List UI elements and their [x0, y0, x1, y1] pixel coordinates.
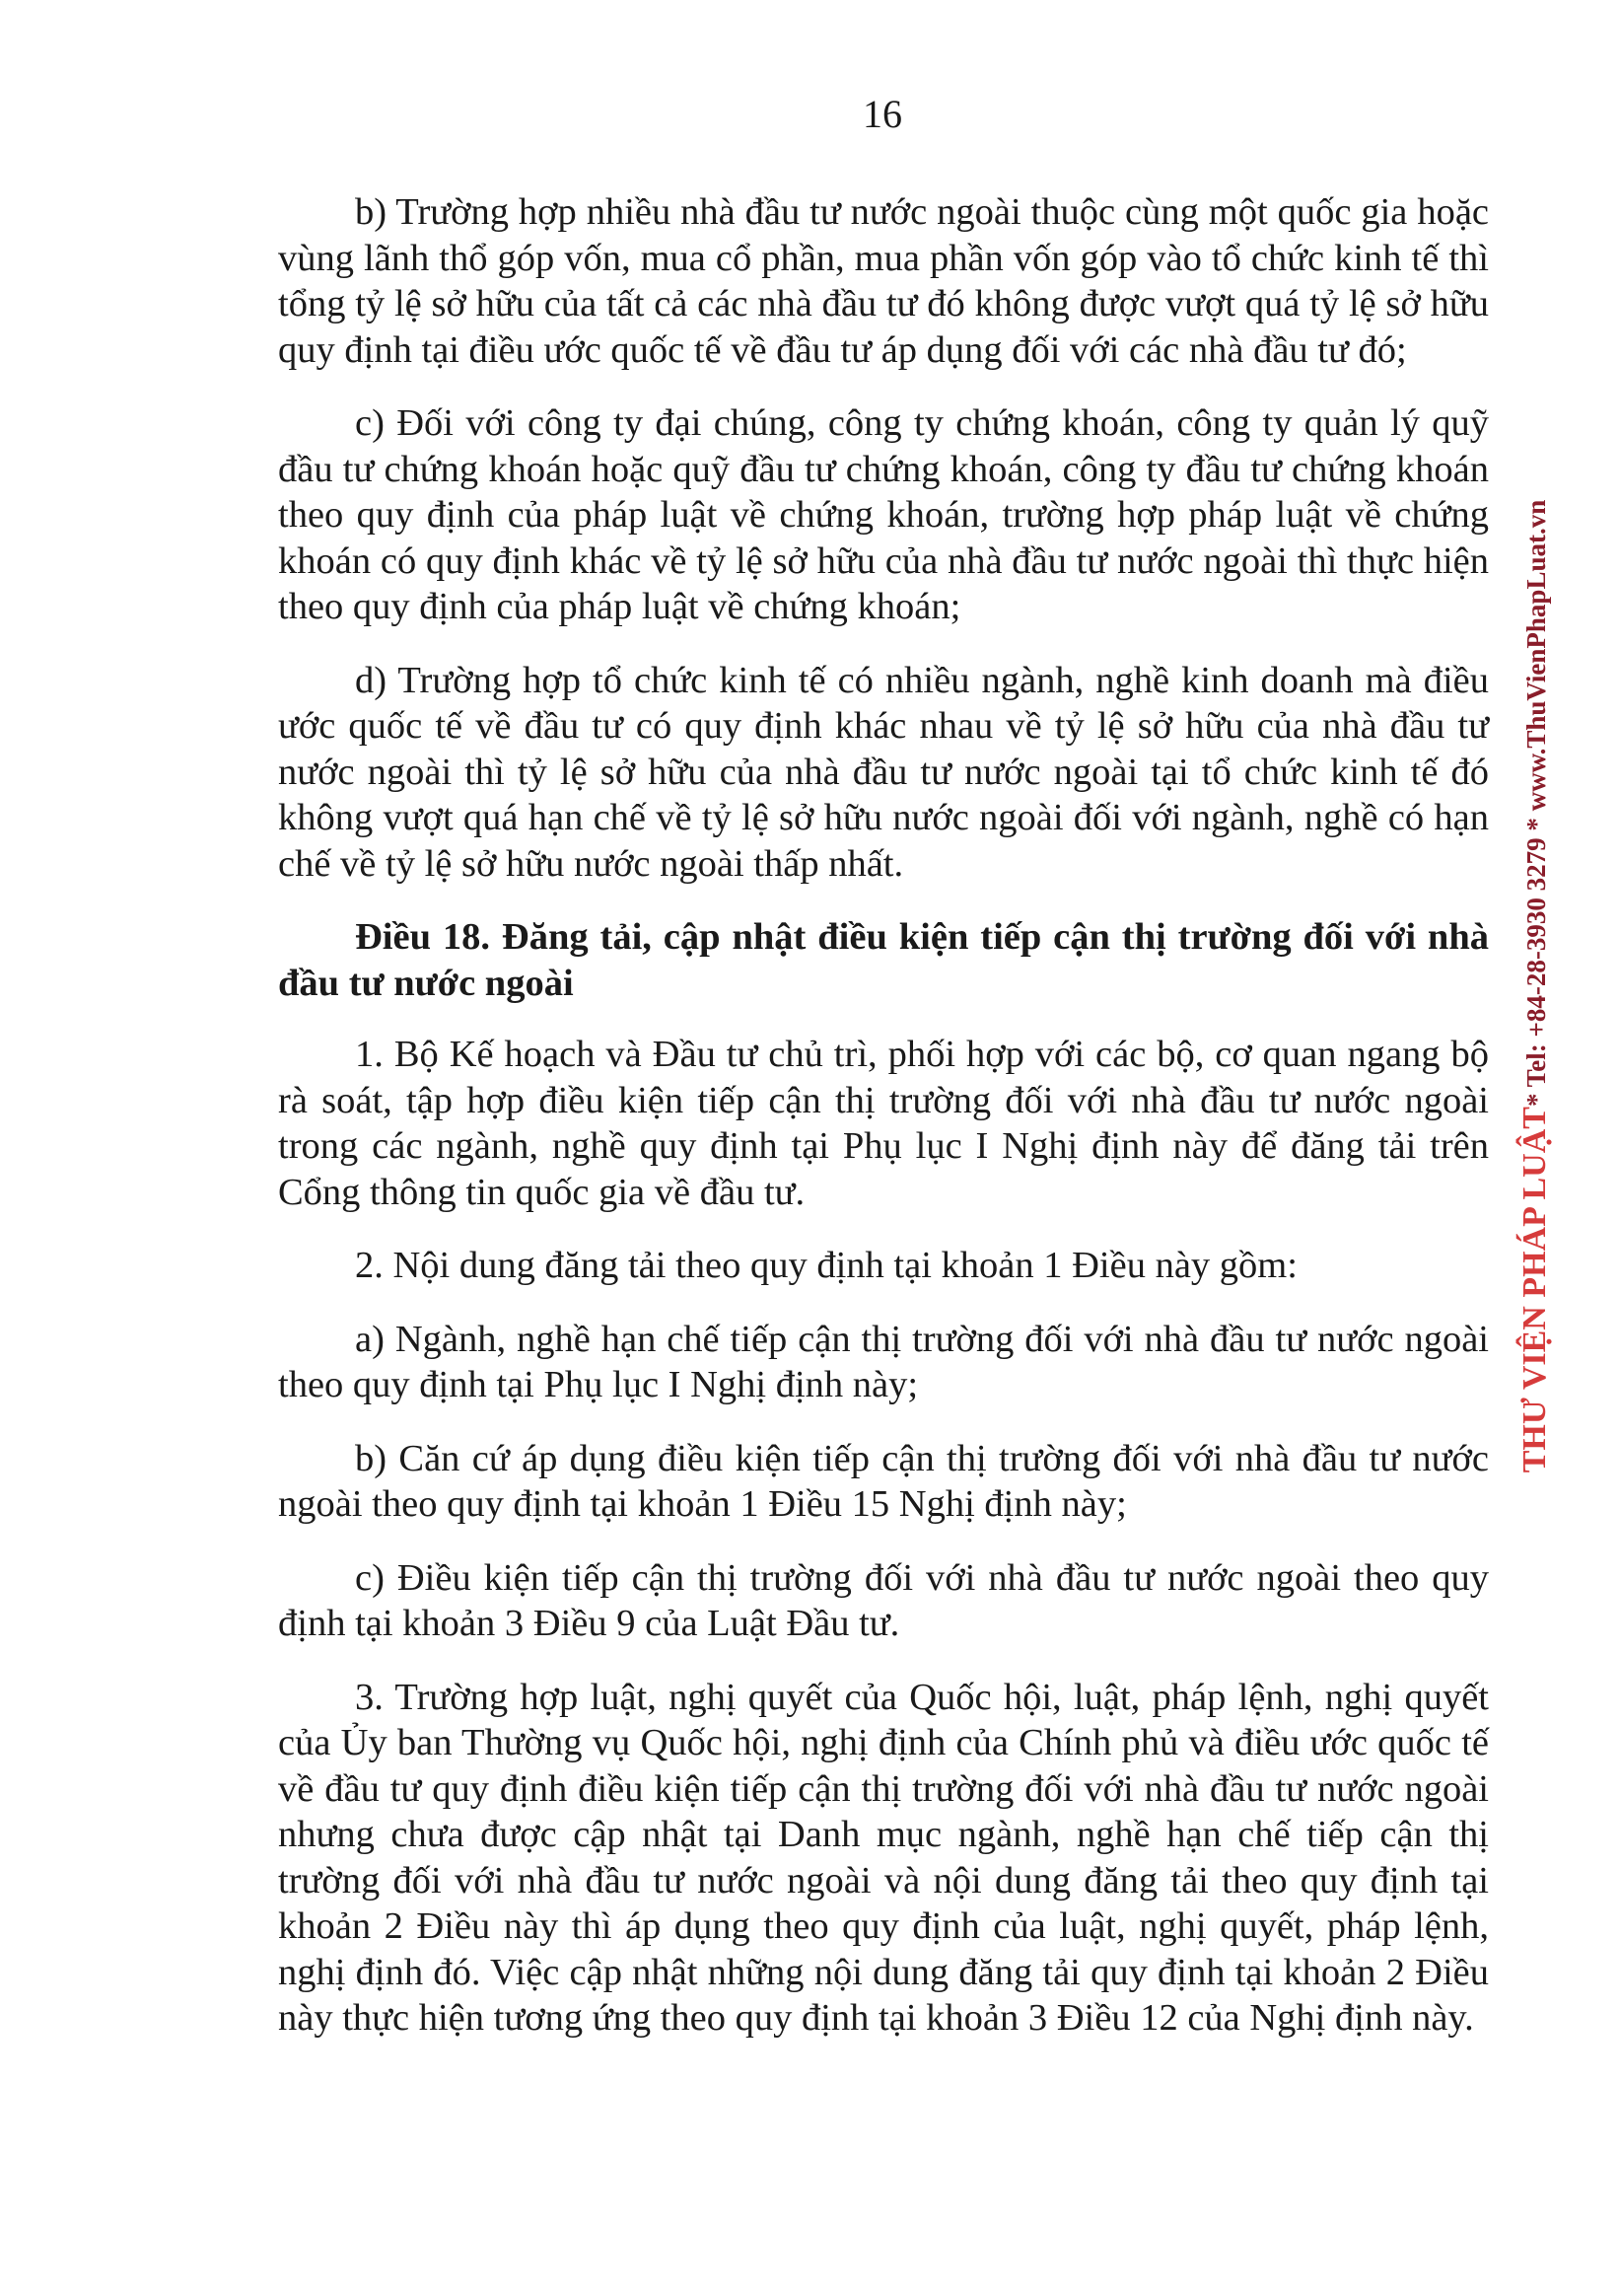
paragraph-b-foreign-investors-same-country: b) Trường hợp nhiều nhà đầu tư nước ngoài thuộc cùng một quốc gia hoặc vùng lãnh thổ góp vốn, mua cổ phần, mua phần vốn góp vào tổ chức kinh tế thì tổng tỷ lệ sở hữu của tất cả các nhà đầu tư đó không được vượt quá tỷ lệ sở hữu quy định tại điều ước quốc tế về đầu tư áp dụng đối với các nhà đầu tư đó;	[278, 191, 1489, 371]
watermark-separator: * Tel:	[1521, 1037, 1551, 1108]
watermark	[1511, 499, 1560, 1473]
paragraph-c-public-companies-securities: c) Đối với công ty đại chúng, công ty chứng khoán, công ty quản lý quỹ đầu tư chứng khoán hoặc quỹ đầu tư chứng khoán, công ty đầu tư chứng khoán theo quy định của pháp luật về chứng khoán, trường hợp pháp luật về chứng khoán có quy định khác về tỷ lệ sở hữu của nhà đầu tư nước ngoài thì thực hiện theo quy định của pháp luật về chứng khoán;	[278, 402, 1489, 627]
article-18-clause-2c: c) Điều kiện tiếp cận thị trường đối với nhà đầu tư nước ngoài theo quy định tại khoản 3 Điều 9 của Luật Đầu tư.	[278, 1556, 1489, 1644]
article-18-heading: Điều 18. Đăng tải, cập nhật điều kiện tiếp cận thị trường đối với nhà đầu tư nước ngoài	[278, 916, 1489, 1004]
article-18-clause-2: 2. Nội dung đăng tải theo quy định tại khoản 1 Điều này gồm:	[355, 1245, 1298, 1286]
article-18-clause-2b: b) Căn cứ áp dụng điều kiện tiếp cận thị trường đối với nhà đầu tư nước ngoài theo quy định tại khoản 1 Điều 15 Nghị định này;	[278, 1437, 1489, 1525]
watermark-separator-2: *	[1521, 811, 1551, 838]
article-18-clause-3: 3. Trường hợp luật, nghị quyết của Quốc hội, luật, pháp lệnh, nghị quyết của Ủy ban Thường vụ Quốc hội, nghị định của Chính phủ và điều ước quốc tế về đầu tư quy định điều kiện tiếp cận thị trường đối với nhà đầu tư nước ngoài nhưng chưa được cập nhật tại Danh mục ngành, nghề hạn chế tiếp cận thị trường đối với nhà đầu tư nước ngoài và nội dung đăng tải theo quy định tại khoản 2 Điều này thì áp dụng theo quy định của luật, nghị quyết, pháp lệnh, nghị định đó. Việc cập nhật những nội dung đăng tải quy định tại khoản 2 Điều này thực hiện tương ứng theo quy định tại khoản 3 Điều 12 của Nghị định này.	[278, 1676, 1489, 2039]
watermark-website: www.ThuVienPhapLuat.vn	[1521, 499, 1551, 812]
watermark-brand: THƯ VIỆN PHÁP LUẬT	[1516, 1107, 1553, 1473]
watermark-phone: +84-28-3930 3279	[1521, 837, 1551, 1038]
article-18-clause-2a: a) Ngành, nghề hạn chế tiếp cận thị trường đối với nhà đầu tư nước ngoài theo quy định tại Phụ lục I Nghị định này;	[278, 1318, 1489, 1405]
document-body	[278, 189, 1489, 2069]
page-number: 16	[863, 92, 902, 136]
article-18-clause-1: 1. Bộ Kế hoạch và Đầu tư chủ trì, phối hợp với các bộ, cơ quan ngang bộ rà soát, tập hợp điều kiện tiếp cận thị trường đối với nhà đầu tư nước ngoài trong các ngành, nghề quy định tại Phụ lục I Nghị định này để đăng tải trên Cổng thông tin quốc gia về đầu tư.	[278, 1034, 1489, 1213]
paragraph-d-multiple-business-lines: d) Trường hợp tổ chức kinh tế có nhiều ngành, nghề kinh doanh mà điều ước quốc tế về đầu tư có quy định khác nhau về tỷ lệ sở hữu của nhà đầu tư nước ngoài thì tỷ lệ sở hữu của nhà đầu tư nước ngoài tại tổ chức kinh tế đó không vượt quá hạn chế về tỷ lệ sở hữu nước ngoài đối với ngành, nghề có hạn chế về tỷ lệ sở hữu nước ngoài thấp nhất.	[278, 659, 1489, 885]
